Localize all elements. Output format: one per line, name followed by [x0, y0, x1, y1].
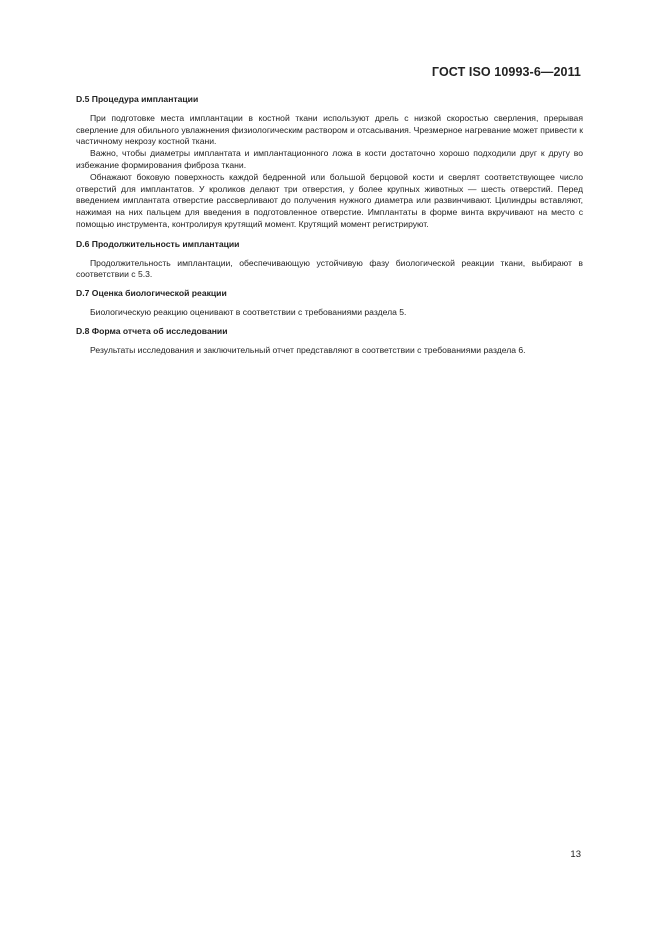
section-d6 [76, 239, 583, 281]
section-title: D.6 Продолжительность имплантации [76, 238, 240, 249]
section-d8 [76, 326, 583, 357]
paragraph: Продолжительность имплантации, обеспечивающую устойчивую фазу биологической реакции ткани, выбирают в соответствии с 5.3. [76, 257, 583, 280]
paragraph: Важно, чтобы диаметры имплантата и имплантационного ложа в кости достаточно хорошо подходили друг к другу во избежание формирования фиброза ткани. [76, 148, 583, 170]
section-d5 [76, 94, 583, 231]
section-title: D.7 Оценка биологической реакции [76, 288, 227, 299]
paragraph: Результаты исследования и заключительный отчет представляют в соответствии с требованиями раздела 6. [90, 344, 526, 355]
page-number: 13 [570, 849, 581, 860]
section-title: D.8 Форма отчета об исследовании [76, 325, 228, 336]
paragraph: Биологическую реакцию оценивают в соответствии с требованиями раздела 5. [90, 306, 407, 317]
section-title: D.5 Процедура имплантации [76, 94, 199, 104]
section-d7 [76, 288, 583, 319]
document-body [76, 94, 583, 361]
paragraph: Обнажают боковую поверхность каждой бедренной или большой берцовой кости и сверлят соответствующее число отверстий для имплантатов. У кроликов делают три отверстия, у более крупных животных — шесть отверстий. Перед введением имплантата отверстие рассверливают до получения нужного диаметра или развинчивают. Цилиндры вставляют, нажимая на них пальцем для введения в подготовленное отверстие. Имплантаты в форме винта вкручивают на место с помощью инструмента, контролируя крутящий момент. Крутящий момент регистрируют. [76, 171, 583, 229]
paragraph: При подготовке места имплантации в костной ткани используют дрель с низкой скоростью сверления, прерывая сверление для обильного увлажнения физиологическим раствором и отсасывания. Чрезмерное нагревание может привести к частичному некрозу костной ткани. [76, 112, 583, 147]
document-id-header: ГОСТ ISO 10993-6—2011 [431, 65, 581, 79]
